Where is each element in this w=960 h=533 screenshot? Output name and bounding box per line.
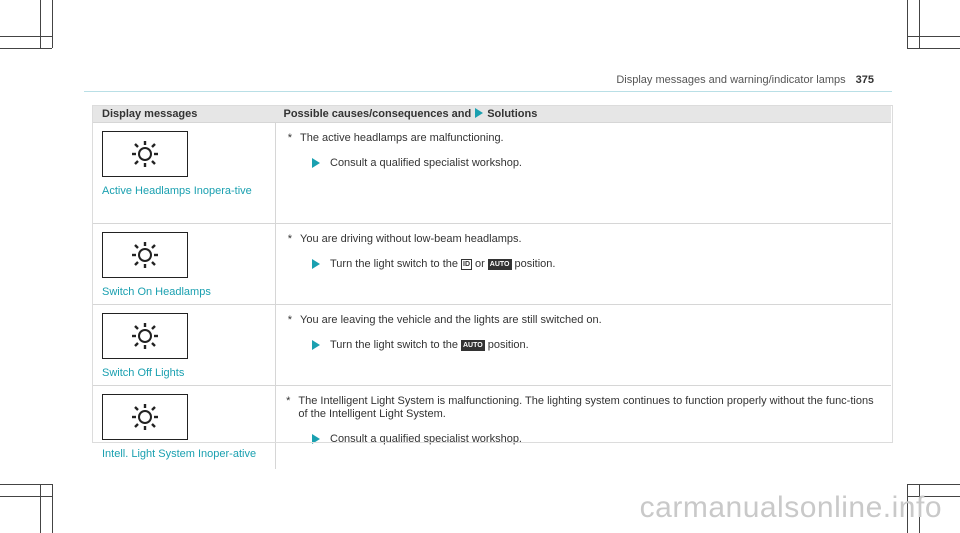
crop-mark [40,484,41,533]
solution-text [330,258,555,271]
crop-mark [0,36,52,37]
table-row [92,123,891,224]
message-label: Active Headlamps Inopera-tive [102,185,252,197]
cause-marker: * [287,314,292,326]
cause-item [284,233,881,246]
cause-marker: * [287,132,292,144]
crop-mark [919,0,920,48]
arrow-icon [312,158,320,168]
low-beam-symbol: ID [463,261,470,268]
crop-mark [907,484,960,485]
running-header [616,74,874,86]
header-solutions-text: Solutions [487,107,538,120]
auto-light-symbol: AUTO [463,342,483,349]
crop-mark [0,496,52,497]
solution-item [312,157,881,170]
cause-solution-cell [276,224,892,305]
solution-text: Consult a qualified specialist workshop. [330,433,522,445]
page-number: 375 [855,74,874,86]
section-title: Display messages and warning/indicator lamps [616,74,846,86]
message-label: Intell. Light System Inoper-ative [102,448,257,460]
headlamp-warning-icon [102,131,188,177]
cause-marker: * [287,233,292,245]
message-cell [92,123,276,224]
cause-solution-cell [276,123,892,224]
cause-solution-cell [276,386,892,470]
watermark: carmanualsonline.info [639,491,942,524]
display-messages-table [92,105,891,469]
column-header-causes-solutions [276,105,892,123]
crop-mark [40,0,41,48]
headlamp-warning-icon [102,313,188,359]
crop-mark [52,484,53,533]
crop-mark [907,0,908,48]
cause-item [284,314,881,327]
header-causes-text: Possible causes/consequences and [283,107,472,120]
crop-mark [0,48,52,49]
solution-text-or: or [475,258,485,270]
table-row [92,386,891,470]
crop-mark [907,36,960,37]
solution-text: Consult a qualified specialist workshop. [330,157,522,169]
cause-text: You are driving without low-beam headlamps. [300,233,522,245]
header-rule [84,91,892,92]
headlamp-warning-icon [102,394,188,440]
message-cell [92,305,276,386]
solution-item [312,258,881,271]
solution-text-post: position. [487,339,529,351]
message-label: Switch On Headlamps [102,286,211,298]
message-cell [92,224,276,305]
cause-solution-cell [276,305,892,386]
auto-light-symbol: AUTO [489,261,510,268]
crop-mark [52,0,53,48]
solution-text-post: position. [514,258,556,270]
cause-text: The Intelligent Light System is malfunctioning. The lighting system continues to function properly without the func-tions of the Intelligent Light System. [298,395,874,420]
solution-text-pre: Turn the light switch to the [330,258,458,270]
crop-mark [0,484,52,485]
arrow-icon [312,259,320,269]
cause-marker: * [286,395,291,407]
table-row [92,224,891,305]
cause-text: You are leaving the vehicle and the lights are still switched on. [300,314,602,326]
message-cell [92,386,276,470]
arrow-icon [312,340,320,350]
arrow-icon [312,434,320,444]
solution-item [312,433,881,446]
solution-item [312,339,881,352]
cause-text: The active headlamps are malfunctioning. [300,132,504,144]
cause-item [284,395,881,421]
headlamp-warning-icon [102,232,188,278]
table-row [92,305,891,386]
crop-mark [907,48,960,49]
solution-text [330,339,529,352]
message-label: Switch Off Lights [102,367,185,379]
solution-text-pre: Turn the light switch to the [330,339,458,351]
column-header-display-messages: Display messages [92,105,276,123]
cause-item [284,132,881,145]
arrow-icon [475,108,483,118]
table-header-row [92,105,891,123]
